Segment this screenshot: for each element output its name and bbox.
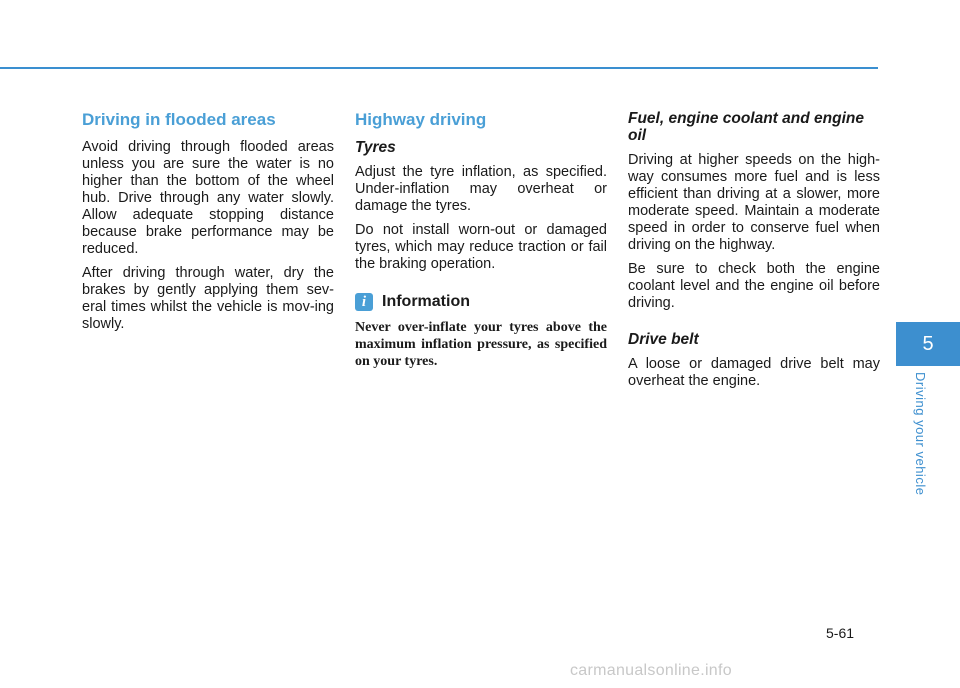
- info-header: [355, 293, 607, 311]
- paragraph: Be sure to check both the engine coolant level and the engine oil before driving.: [628, 261, 880, 311]
- section-heading-flooded: Driving in flooded areas: [82, 110, 276, 129]
- column-fuel-and-belt: [628, 110, 880, 397]
- info-text: Never over-inflate your tyres above the maximum inflation pressure, as specified on your tyres.: [355, 320, 607, 369]
- header-rule: [0, 67, 878, 69]
- chapter-tab: 5: [896, 322, 960, 366]
- section-heading-highway: Highway driving: [355, 110, 487, 129]
- watermark: carmanualsonline.info: [570, 662, 732, 679]
- information-icon: i: [355, 293, 373, 311]
- column-highway-driving: [355, 110, 607, 370]
- paragraph: After driving through water, dry the brakes by gently applying them sev-eral times whilst the vehicle is mov-ing slowly.: [82, 265, 334, 332]
- chapter-title: Driving your vehicle: [913, 372, 928, 496]
- subheading-drive-belt: Drive belt: [628, 331, 699, 348]
- column-flooded-areas: [82, 110, 334, 340]
- paragraph: Driving at higher speeds on the high-way consumes more fuel and is less efficient than driving at a slower, more moderate speed. Maintain a moderate speed in order to conserve fuel when driving on the highway.: [628, 152, 880, 253]
- paragraph: A loose or damaged drive belt may overheat the engine.: [628, 356, 880, 389]
- subheading-fuel: Fuel, engine coolant and engine oil: [628, 110, 864, 144]
- info-title: Information: [382, 293, 470, 310]
- paragraph: Adjust the tyre inflation, as specified. Under-inflation may overheat or damage the tyres.: [355, 164, 607, 214]
- paragraph: Do not install worn-out or damaged tyres, which may reduce traction or fail the braking operation.: [355, 222, 607, 272]
- subheading-tyres: Tyres: [355, 139, 396, 156]
- page-number: 5-61: [826, 625, 855, 641]
- paragraph: Avoid driving through flooded areas unless you are sure the water is no higher than the bottom of the wheel hub. Drive through any water slowly. Allow adequate stopping distance because brake performance may be reduced.: [82, 139, 334, 257]
